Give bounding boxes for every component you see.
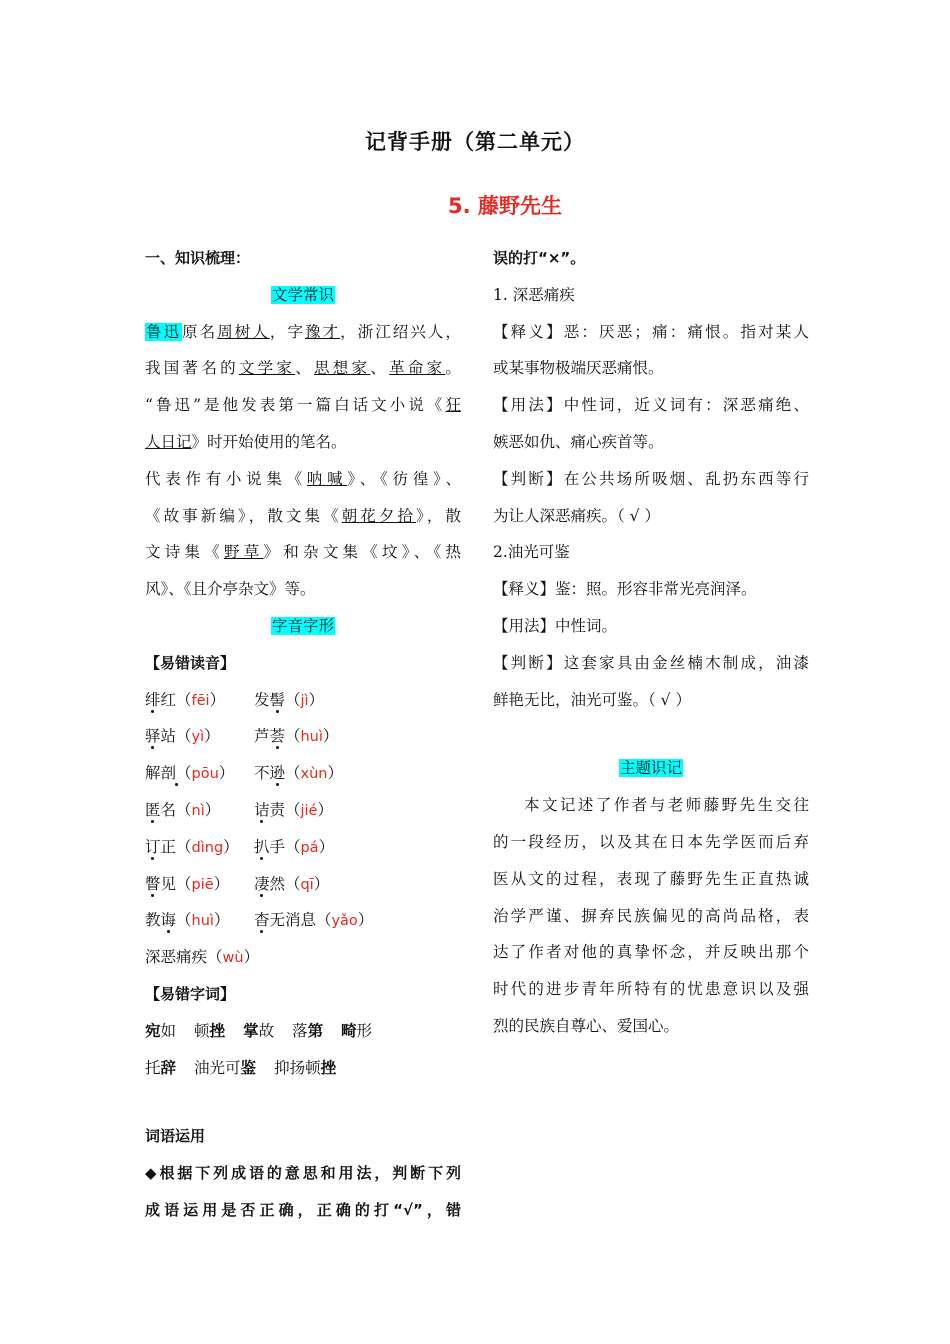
- lesson-title: 5. 藤野先生: [448, 194, 562, 218]
- idiom-title: 2.油光可鉴: [493, 543, 570, 562]
- theme-line: 烈的民族自尊心、爱国心。: [493, 1016, 680, 1035]
- usage-question: ◆根据下列成语的意思和用法，判断下列: [145, 1164, 461, 1183]
- lit-line: 《故事新编》，散文集《朝花夕拾》，散: [145, 506, 461, 525]
- theme-line: 的一段经历，以及其在日本先学医而后弃: [493, 832, 809, 851]
- author-name: 鲁迅: [146, 322, 182, 341]
- pron-row: 解剖（pōu） 不逊（xùn）: [145, 764, 343, 783]
- pronunciation-heading: 【易错读音】: [145, 653, 236, 672]
- idiom-title: 1. 深恶痛疾: [493, 285, 575, 304]
- idiom-line: 嫉恶如仇、痛心疾首等。: [493, 432, 664, 451]
- section-heading: 一、知识梳理：: [145, 249, 251, 267]
- left-column: [145, 240, 461, 1229]
- theme-line: 时代的进步青年所特有的忧患意识以及强: [493, 980, 809, 999]
- characters-row: 托辞 油光可鉴 抑扬顿挫: [145, 1058, 337, 1077]
- idiom-line: 或某事物极端厌恶痛恨。: [493, 359, 664, 378]
- pron-row: 深恶痛疾（wù）: [145, 948, 260, 967]
- literature-heading-row: [145, 277, 461, 314]
- usage-question-cont: 误的打“×”。: [493, 249, 586, 267]
- real-name: 周树人: [217, 322, 270, 341]
- idiom-line: 鲜艳无比，油光可鉴。（ √ ）: [493, 690, 691, 709]
- pron-row: 瞥见（piē） 凄然（qī）: [145, 874, 330, 893]
- theme-line: 本文记述了作者与老师藤野先生交往: [524, 796, 809, 815]
- lit-line: “鲁迅”是他发表第一篇白话文小说《狂: [145, 396, 461, 415]
- courtesy-name: 豫才: [305, 322, 341, 341]
- lit-line: 鲁迅原名周树人，字豫才，浙江绍兴人，: [146, 322, 461, 341]
- lit-line: 人日记》时开始使用的笔名。: [145, 432, 347, 451]
- idiom-line: 【用法】中性词，近义词有：深恶痛绝、: [493, 396, 809, 415]
- theme-line: 达了作者对他的真挚怀念，并反映出那个: [493, 943, 809, 962]
- pron-row: 绯红（fēi） 发髻（jì）: [145, 690, 325, 709]
- characters-heading: 【易错字词】: [145, 984, 236, 1003]
- idiom-line: 【释义】恶：厌恶；痛：痛恨。指对某人: [493, 322, 809, 341]
- theme-line: 医从文的过程，表现了藤野先生正直热诚: [493, 869, 809, 888]
- pron-row: 教诲（huì） 杳无消息（yǎo）: [145, 911, 374, 930]
- sound-heading: 字音字形: [271, 616, 334, 635]
- theme-heading: 主题识记: [619, 759, 682, 778]
- lit-line: 风》、《且介亭杂文》等。: [145, 580, 316, 599]
- literature-heading: 文学常识: [271, 285, 334, 304]
- usage-question: 成语运用是否正确，正确的打“√”，错: [145, 1200, 461, 1219]
- pron-row: 匿名（nì） 诘责（jié）: [145, 800, 333, 819]
- pron-row: 驿站（yì） 芦荟（huì）: [145, 727, 339, 746]
- lit-line: 文诗集《野草》和杂文集《坟》、《热: [145, 543, 461, 562]
- idiom-line: 【判断】在公共场所吸烟、乱扔东西等行: [493, 469, 809, 488]
- theme-heading-row: [493, 750, 809, 787]
- usage-heading: 词语运用: [145, 1127, 206, 1146]
- idiom-line: 【用法】中性词。: [493, 616, 618, 635]
- sound-heading-row: [145, 608, 461, 645]
- characters-row: 宛如 顿挫 掌故 落第 畸形: [145, 1021, 373, 1040]
- idiom-line: 【释义】鉴：照。形容非常光亮润泽。: [493, 580, 757, 599]
- right-column: [493, 240, 809, 1045]
- theme-line: 治学严谨、摒弃民族偏见的高尚品格，表: [493, 906, 809, 925]
- pron-row: 订正（dìng） 扒手（pá）: [145, 837, 335, 856]
- lit-line: 我国著名的文学家、思想家、革命家。: [145, 359, 461, 378]
- idiom-line: 为让人深恶痛疾。（ √ ）: [493, 506, 660, 525]
- lit-line: 代表作有小说集《呐喊》、《彷徨》、: [145, 469, 461, 488]
- idiom-line: 【判断】这套家具由金丝楠木制成，油漆: [493, 653, 809, 672]
- page-title: 记背手册（第二单元）: [365, 130, 585, 154]
